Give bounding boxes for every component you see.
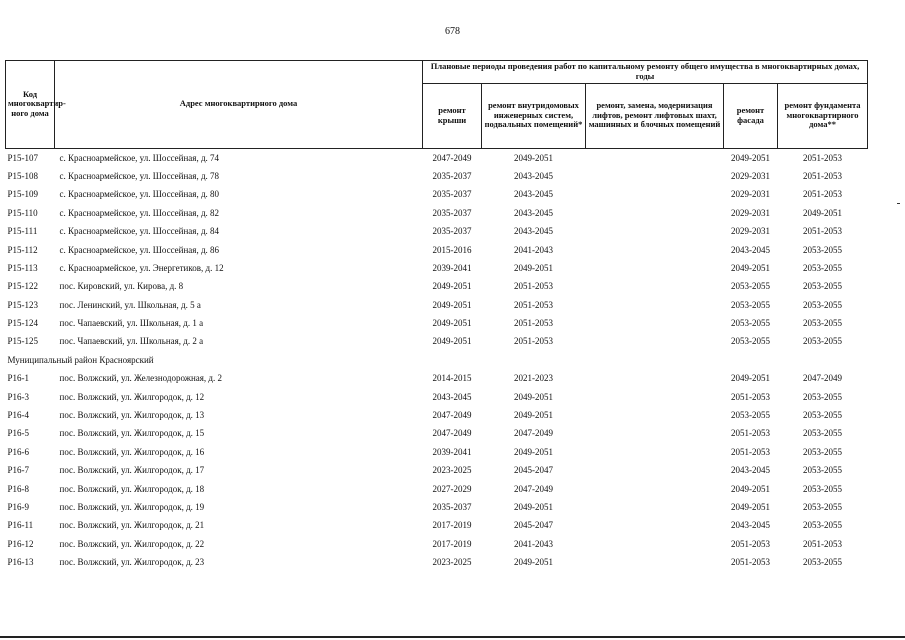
foundation-repair-cell: 2053-2055: [803, 391, 843, 402]
house-code-cell: Р15-110: [7, 207, 38, 218]
facade-repair-cell: 2049-2051: [731, 483, 770, 494]
roof-repair-cell: 2035-2037: [432, 207, 472, 218]
address-cell: пос. Ленинский, ул. Школьная, д. 5 а: [59, 299, 201, 310]
systems-repair-cell: 2049-2051: [514, 410, 553, 421]
systems-repair-cell: 2051-2053: [514, 299, 553, 310]
lifts-repair-cell: [586, 332, 724, 350]
house-code-cell: Р15-122: [7, 281, 39, 292]
header-systems: ремонт внутридомовых инженерных систем, подвальных помещений*: [482, 83, 586, 148]
systems-repair-cell: 2051-2053: [514, 318, 553, 329]
facade-repair-cell: 2051-2053: [731, 446, 770, 457]
table-row: [6, 259, 868, 277]
foundation-repair-cell: 2053-2055: [803, 244, 843, 255]
address-cell: с. Красноармейское, ул. Шоссейная, д. 74: [55, 148, 423, 167]
table-body: [6, 148, 868, 571]
house-code-cell: Р15-111: [7, 226, 38, 237]
roof-repair-cell: 2049-2051: [432, 318, 472, 329]
table-row: [6, 461, 868, 479]
address-cell: пос. Кировский, ул. Кирова, д. 8: [59, 281, 184, 292]
table-row: [6, 480, 868, 498]
foundation-repair-cell: 2051-2053: [803, 170, 843, 181]
address-cell: пос. Волжский, ул. Жилгородок, д. 15: [59, 428, 205, 439]
roof-repair-cell: 2035-2037: [432, 501, 472, 512]
systems-repair-cell: 2049-2051: [514, 557, 553, 568]
lifts-repair-cell: [586, 204, 724, 222]
house-code-cell: Р15-112: [7, 244, 38, 255]
house-code-cell: Р15-113: [7, 262, 38, 273]
section-title: Муниципальный район Красноярский: [7, 354, 154, 365]
lifts-repair-cell: [586, 277, 724, 295]
roof-repair-cell: 2049-2051: [432, 299, 472, 310]
address-cell: пос. Волжский, ул. Жилгородок, д. 23: [59, 557, 205, 568]
house-code-cell: Р15-107: [6, 148, 55, 167]
lifts-repair-cell: [586, 516, 724, 534]
address-cell: пос. Волжский, ул. Жилгородок, д. 13: [59, 410, 205, 421]
foundation-repair-cell: 2051-2053: [803, 226, 843, 237]
table-row: [6, 535, 868, 553]
header-code: Код многоквартир-ного дома: [6, 61, 55, 149]
facade-repair-cell: 2053-2055: [731, 281, 770, 292]
table-row: [6, 553, 868, 571]
house-code-cell: Р15-124: [7, 318, 39, 329]
facade-repair-cell: 2029-2031: [731, 226, 770, 237]
facade-repair-cell: 2051-2053: [731, 391, 770, 402]
header-facade: ремонт фасада: [724, 83, 778, 148]
systems-repair-cell: 2047-2049: [514, 483, 553, 494]
facade-repair-cell: 2053-2055: [731, 299, 770, 310]
facade-repair-cell: 2051-2053: [731, 428, 770, 439]
lifts-repair-cell: [586, 461, 724, 479]
table-row: [6, 148, 868, 167]
systems-repair-cell: 2043-2045: [514, 226, 553, 237]
foundation-repair-cell: 2053-2055: [803, 299, 843, 310]
header-address: Адрес многоквартирного дома: [55, 61, 423, 149]
foundation-repair-cell: 2053-2055: [803, 410, 843, 421]
table-row: [6, 277, 868, 295]
facade-repair-cell: 2029-2031: [731, 207, 770, 218]
page-number: 678: [445, 26, 460, 37]
systems-repair-cell: 2047-2049: [514, 428, 553, 439]
foundation-repair-cell: 2053-2055: [803, 336, 843, 347]
lifts-repair-cell: [586, 553, 724, 571]
house-code-cell: Р16-7: [7, 465, 30, 476]
margin-mark: [897, 203, 900, 204]
table-row: [6, 369, 868, 387]
header-roof: ремонт крыши: [423, 83, 482, 148]
house-code-cell: Р16-9: [7, 501, 30, 512]
roof-repair-cell: 2049-2051: [432, 336, 472, 347]
facade-repair-cell: 2049-2051: [731, 501, 770, 512]
foundation-repair-cell: 2053-2055: [803, 483, 843, 494]
table-row: [6, 240, 868, 258]
systems-repair-cell: 2049-2051: [514, 501, 553, 512]
house-code-cell: Р16-11: [7, 520, 34, 531]
lifts-repair-cell: [586, 388, 724, 406]
foundation-repair-cell: 2051-2053: [778, 148, 868, 167]
table-row: [6, 314, 868, 332]
house-code-cell: Р16-1: [7, 373, 30, 384]
table-row: [6, 185, 868, 203]
foundation-repair-cell: 2047-2049: [803, 373, 843, 384]
house-code-cell: Р16-13: [7, 557, 34, 568]
section-row: [6, 351, 868, 369]
roof-repair-cell: 2043-2045: [432, 391, 472, 402]
lifts-repair-cell: [586, 167, 724, 185]
roof-repair-cell: 2015-2016: [432, 244, 472, 255]
house-code-cell: Р16-8: [7, 483, 30, 494]
house-code-cell: Р15-108: [7, 170, 39, 181]
systems-repair-cell: 2041-2043: [514, 538, 553, 549]
facade-repair-cell: 2043-2045: [731, 244, 770, 255]
foundation-repair-cell: 2053-2055: [803, 501, 843, 512]
facade-repair-cell: 2053-2055: [731, 336, 770, 347]
table-row: [6, 204, 868, 222]
table-row: [6, 296, 868, 314]
systems-repair-cell: 2051-2053: [514, 281, 553, 292]
header-foundation: ремонт фундамента многоквартирного дома**: [778, 83, 868, 148]
address-cell: с. Красноармейское, ул. Шоссейная, д. 84: [59, 226, 220, 237]
table-row: [6, 424, 868, 442]
house-code-cell: Р15-125: [7, 336, 39, 347]
lifts-repair-cell: [586, 185, 724, 203]
address-cell: пос. Волжский, ул. Жилгородок, д. 16: [59, 446, 205, 457]
address-cell: пос. Волжский, ул. Жилгородок, д. 21: [59, 520, 205, 531]
systems-repair-cell: 2045-2047: [514, 520, 553, 531]
address-cell: пос. Волжский, ул. Жилгородок, д. 17: [59, 465, 205, 476]
address-cell: с. Красноармейское, ул. Шоссейная, д. 82: [59, 207, 220, 218]
roof-repair-cell: 2039-2041: [432, 446, 472, 457]
roof-repair-cell: 2017-2019: [432, 538, 472, 549]
table-row: [6, 332, 868, 350]
roof-repair-cell: 2035-2037: [432, 189, 472, 200]
lifts-repair-cell: [586, 259, 724, 277]
foundation-repair-cell: 2053-2055: [803, 281, 843, 292]
house-code-cell: Р15-109: [7, 189, 39, 200]
facade-repair-cell: 2053-2055: [731, 318, 770, 329]
foundation-repair-cell: 2053-2055: [803, 318, 843, 329]
house-code-cell: Р16-12: [7, 538, 34, 549]
table-row: [6, 498, 868, 516]
facade-repair-cell: 2043-2045: [731, 465, 770, 476]
table-row: [6, 388, 868, 406]
roof-repair-cell: 2047-2049: [432, 428, 472, 439]
table-row: [6, 222, 868, 240]
systems-repair-cell: 2049-2051: [514, 446, 553, 457]
facade-repair-cell: 2053-2055: [731, 410, 770, 421]
roof-repair-cell: 2047-2049: [432, 410, 472, 421]
roof-repair-cell: 2035-2037: [432, 170, 472, 181]
foundation-repair-cell: 2053-2055: [803, 446, 843, 457]
foundation-repair-cell: 2053-2055: [803, 465, 843, 476]
systems-repair-cell: 2041-2043: [514, 244, 553, 255]
address-cell: пос. Волжский, ул. Железнодорожная, д. 2: [59, 373, 222, 384]
house-code-cell: Р16-6: [7, 446, 30, 457]
table-row: [6, 167, 868, 185]
facade-repair-cell: 2051-2053: [731, 557, 770, 568]
lifts-repair-cell: [586, 480, 724, 498]
foundation-repair-cell: 2053-2055: [803, 428, 843, 439]
systems-repair-cell: 2043-2045: [514, 207, 553, 218]
systems-repair-cell: 2045-2047: [514, 465, 553, 476]
foundation-repair-cell: 2051-2053: [803, 538, 843, 549]
table-row: [6, 443, 868, 461]
roof-repair-cell: 2039-2041: [432, 262, 472, 273]
roof-repair-cell: 2023-2025: [432, 557, 472, 568]
systems-repair-cell: 2051-2053: [514, 336, 553, 347]
facade-repair-cell: 2049-2051: [731, 262, 770, 273]
foundation-repair-cell: 2053-2055: [803, 262, 843, 273]
systems-repair-cell: 2049-2051: [514, 391, 553, 402]
lifts-repair-cell: [586, 443, 724, 461]
roof-repair-cell: 2035-2037: [432, 226, 472, 237]
roof-repair-cell: 2047-2049: [423, 148, 482, 167]
roof-repair-cell: 2014-2015: [432, 373, 472, 384]
header-lifts: ремонт, замена, модернизация лифтов, ремонт лифтовых шахт, машинных и блочных помещений: [586, 83, 724, 148]
address-cell: с. Красноармейское, ул. Шоссейная, д. 86: [59, 244, 220, 255]
capital-repair-schedule-table: [5, 60, 868, 572]
foundation-repair-cell: 2053-2055: [803, 520, 843, 531]
facade-repair-cell: 2049-2051: [724, 148, 778, 167]
facade-repair-cell: 2029-2031: [731, 170, 770, 181]
lifts-repair-cell: [586, 369, 724, 387]
lifts-repair-cell: [586, 535, 724, 553]
address-cell: пос. Чапаевский, ул. Школьная, д. 2 а: [59, 336, 204, 347]
roof-repair-cell: 2023-2025: [432, 465, 472, 476]
facade-repair-cell: 2029-2031: [731, 189, 770, 200]
foundation-repair-cell: 2053-2055: [803, 557, 843, 568]
lifts-repair-cell: [586, 406, 724, 424]
foundation-repair-cell: 2049-2051: [803, 207, 843, 218]
systems-repair-cell: 2043-2045: [514, 170, 553, 181]
table-row: [6, 516, 868, 534]
address-cell: с. Красноармейское, ул. Шоссейная, д. 80: [59, 189, 220, 200]
roof-repair-cell: 2017-2019: [432, 520, 472, 531]
lifts-repair-cell: [586, 148, 724, 167]
lifts-repair-cell: [586, 222, 724, 240]
lifts-repair-cell: [586, 498, 724, 516]
address-cell: пос. Волжский, ул. Жилгородок, д. 18: [59, 483, 205, 494]
facade-repair-cell: 2043-2045: [731, 520, 770, 531]
address-cell: с. Красноармейское, ул. Энергетиков, д. 12: [59, 262, 224, 273]
house-code-cell: Р16-5: [7, 428, 30, 439]
table-row: [6, 406, 868, 424]
address-cell: пос. Волжский, ул. Жилгородок, д. 22: [59, 538, 205, 549]
address-cell: пос. Волжский, ул. Жилгородок, д. 19: [59, 501, 205, 512]
lifts-repair-cell: [586, 296, 724, 314]
house-code-cell: Р16-3: [7, 391, 30, 402]
house-code-cell: Р16-4: [7, 410, 30, 421]
systems-repair-cell: 2021-2023: [514, 373, 553, 384]
roof-repair-cell: 2027-2029: [432, 483, 472, 494]
lifts-repair-cell: [586, 424, 724, 442]
address-cell: пос. Чапаевский, ул. Школьная, д. 1 а: [59, 318, 204, 329]
foundation-repair-cell: 2051-2053: [803, 189, 843, 200]
address-cell: с. Красноармейское, ул. Шоссейная, д. 78: [59, 170, 220, 181]
lifts-repair-cell: [586, 240, 724, 258]
table-header: [6, 61, 868, 149]
facade-repair-cell: 2051-2053: [731, 538, 770, 549]
bottom-rule: [0, 636, 905, 638]
systems-repair-cell: 2043-2045: [514, 189, 553, 200]
systems-repair-cell: 2049-2051: [514, 262, 553, 273]
roof-repair-cell: 2049-2051: [432, 281, 472, 292]
address-cell: пос. Волжский, ул. Жилгородок, д. 12: [59, 391, 205, 402]
house-code-cell: Р15-123: [7, 299, 39, 310]
lifts-repair-cell: [586, 314, 724, 332]
header-planned-periods: Плановые периоды проведения работ по капитальному ремонту общего имущества в многоквартирных домах, годы: [423, 61, 868, 84]
systems-repair-cell: 2049-2051: [482, 148, 586, 167]
facade-repair-cell: 2049-2051: [731, 373, 770, 384]
